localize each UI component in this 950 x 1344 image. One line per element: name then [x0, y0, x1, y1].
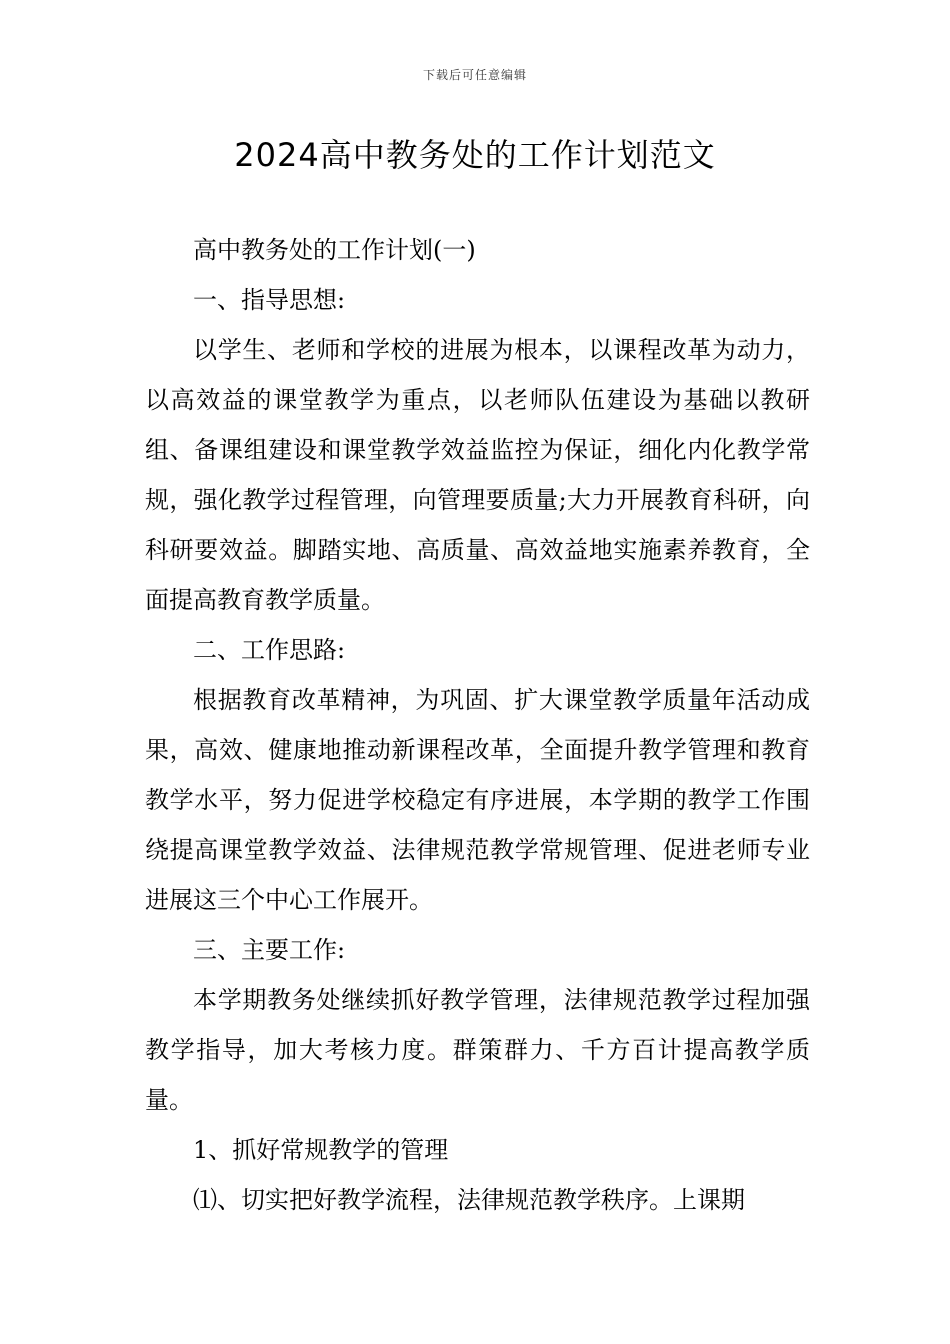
heading-routine-teaching: 1、抓好常规教学的管理 — [193, 1136, 449, 1164]
paragraph-guiding-ideology: 以学生、老师和学校的进展为根本，以课程改革为动力，以高效益的课堂教学为重点，以老师队伍建设为基础以教研组、备课组建设和课堂教学效益监控为保证，细化内化教学常规，强化教学过程管理，向管理要质量;大力开展教育科研，向科研要效益。脚踏实地、高质量、高效益地实施素养教育，全面提高教育教学质量。 — [145, 336, 810, 614]
paragraph-work-approach: 根据教育改革精神，为巩固、扩大课堂教学质量年活动成果，高效、健康地推动新课程改革，全面提升教学管理和教育教学水平，努力促进学校稳定有序进展，本学期的教学工作围绕提高课堂教学效益、法律规范教学常规管理、促进老师专业进展这三个中心工作展开。 — [145, 686, 810, 914]
paragraph-teaching-flow: ⑴、切实把好教学流程，法律规范教学秩序。上课期 — [193, 1186, 745, 1214]
header-note: 下载后可任意编辑 — [422, 68, 527, 82]
section-subtitle: 高中教务处的工作计划(一) — [193, 236, 476, 264]
heading-guiding-ideology: 一、指导思想: — [193, 286, 346, 314]
paragraph-main-work: 本学期教务处继续抓好教学管理，法律规范教学过程加强教学指导，加大考核力度。群策群力、千方百计提高教学质量。 — [145, 986, 810, 1114]
document-title: 2024高中教务处的工作计划范文 — [234, 136, 716, 174]
document-body — [145, 225, 810, 1225]
heading-work-approach: 二、工作思路: — [193, 636, 346, 664]
heading-main-work: 三、主要工作: — [193, 936, 346, 964]
